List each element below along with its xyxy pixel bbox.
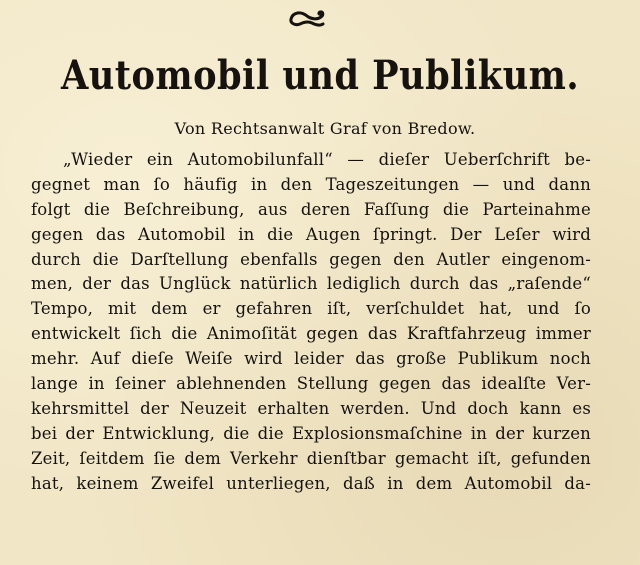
text-line: men, der das Unglück natürlich lediglich durch das „raſende“ bbox=[31, 274, 591, 294]
text-line: folgt die Beſchreibung, aus deren Faſſung die Parteinahme bbox=[31, 199, 591, 219]
text-line: entwickelt ſich die Animoſität gegen das Kraftfahrzeug immer bbox=[31, 324, 591, 344]
text-line: gegen das Automobil in die Augen ſpringt. Der Leſer wird bbox=[31, 224, 591, 244]
text-line: gegnet man ſo häufig in den Tageszeitungen — und dann bbox=[31, 174, 591, 194]
article-body bbox=[31, 148, 591, 496]
text-line: durch die Darſtellung ebenfalls gegen den Autler eingenom- bbox=[31, 249, 591, 269]
text-line: kehrsmittel der Neuzeit erhalten werden. Und doch kann es bbox=[31, 398, 591, 418]
text-line: Zeit, ſeitdem ſie dem Verkehr dienſtbar gemacht iſt, gefunden bbox=[31, 448, 591, 468]
swash-ornament-icon bbox=[287, 8, 329, 30]
text-line: „Wieder ein Automobilunfall“ — dieſer Ueberſchrift be- bbox=[63, 150, 591, 169]
text-line: Tempo, mit dem er gefahren iſt, verſchuldet hat, und ſo bbox=[31, 299, 591, 319]
text-line: lange in ſeiner ablehnenden Stellung gegen das idealſte Ver- bbox=[31, 374, 591, 394]
article-title: Automobil und Publikum. bbox=[60, 52, 580, 99]
text-line: bei der Entwicklung, die die Explosionsmaſchine in der kurzen bbox=[31, 423, 591, 443]
article-byline: Von Rechtsanwalt Graf von Bredow. bbox=[174, 119, 476, 138]
text-line: mehr. Auf dieſe Weiſe wird leider das große Publikum noch bbox=[31, 349, 591, 369]
text-line: hat, keinem Zweifel unterliegen, daß in dem Automobil da- bbox=[31, 473, 591, 493]
